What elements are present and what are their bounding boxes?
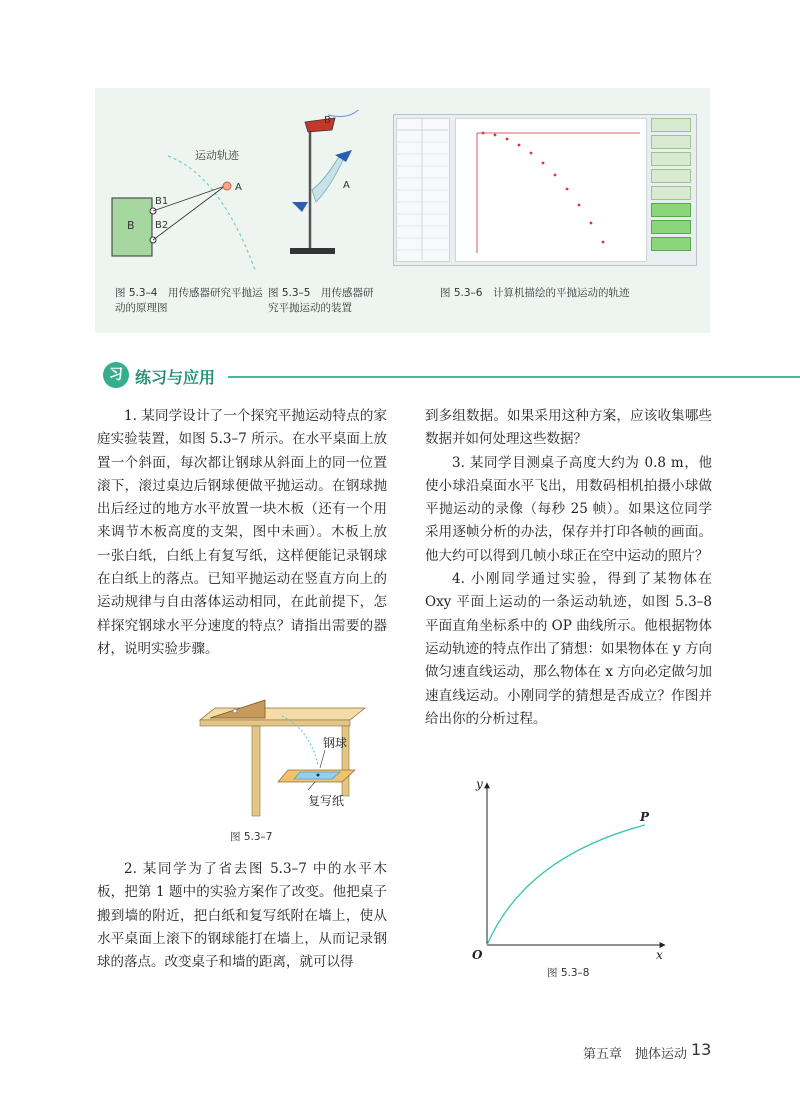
carbon-paper-label: 复写纸 [308,794,345,808]
question-2-continued: 到多组数据。如果采用这种方案，应该收集哪些数据并如何处理这些数据？ [425,408,712,448]
section-divider [228,376,800,378]
left-column [97,405,387,661]
fig-5-3-5-caption: 图 5.3–5 用传感器研究平抛运动的装置 [268,287,374,314]
fig-5-3-7-caption: 图 5.3–7 [230,831,273,843]
point-p-label: P [640,810,650,824]
apparatus-a-label: A [343,180,350,191]
point-a [223,182,231,190]
control-panel [651,118,691,260]
right-column [425,405,712,731]
question-3: 3. 某同学目测桌子高度大约为 0.8 m，他使小球沿桌面水平飞出，用数码相机拍摄小球做平抛运动的录像（每秒 25 帧）。如果这位同学采用逐帧分析的办法，保存并打印各帧的画面。他大约可以得到几帧小球正在空中运动的照片？ [425,454,712,564]
b2-label: B2 [155,220,169,231]
left-column-2 [97,858,387,974]
fig-5-3-8-plot [470,775,680,960]
fig-5-3-6-caption: 图 5.3–6 计算机描绘的平抛运动的轨迹 [440,287,630,299]
fig-5-3-4-caption: 图 5.3–4 用传感器研究平抛运动的原理图 [115,287,263,314]
point-a-label: A [235,182,242,193]
y-axis-label: y [476,777,483,791]
trajectory-plot [455,118,645,260]
page-number: 13 [691,1040,712,1059]
x-axis-label: x [656,948,663,962]
b1-label: B1 [155,196,169,207]
exercise-icon: 习 [103,362,129,388]
data-table-rows [396,118,448,260]
fig-5-3-5-apparatus [280,110,380,270]
question-2: 2. 某同学为了省去图 5.3–7 中的水平木板，把第 1 题中的实验方案作了改变。他把桌子搬到墙的附近，把白纸和复写纸附在墙上，使从水平桌面上滚下的钢球能打在墙上，从而记录钢球的落点。改变桌子和墙的距离，就可以得 [97,861,387,971]
table-leg [252,726,260,816]
question-1: 1. 某同学设计了一个探究平抛运动特点的家庭实验装置，如图 5.3–7 所示。在水平桌面上放置一个斜面，每次都让钢球从斜面上的同一位置滚下，滚过桌边后钢球便做平抛运动。在钢球抛出后经过的地方水平放置一块木板（还有一个用来调节木板高度的支架，图中未画）。木板上放一张白纸，白纸上有复写纸，这样便能记录钢球在白纸上的落点。已知平抛运动在竖直方向上的运动规律与自由落体运动相同，在此前提下，怎样探究钢球水平分速度的特点？请指出需要的器材，说明实验步骤。 [97,408,387,657]
fig-5-3-8-caption: 图 5.3–8 [547,967,590,979]
question-4: 4. 小刚同学通过实验，得到了某物体在 Oxy 平面上运动的一条运动轨迹，如图 5.3–8 平面直角坐标系中的 OP 曲线所示。他根据物体运动轨迹的特点作出了猜想：如果物体在 y 方向做匀速直线运动，那么物体在 x 方向必定做匀加速直线运动。小刚同学的猜想是否成立？作图并给出你的分析过程。 [425,571,712,727]
apparatus-b-label: B [324,115,331,126]
origin-label: O [472,948,483,962]
trajectory-label: 运动轨迹 [195,149,239,162]
section-title: 练习与应用 [135,368,216,387]
op-curve [487,825,645,945]
chapter-footer: 第五章 抛体运动 [583,1047,688,1062]
block-b-label: B [127,219,135,232]
fig-5-3-7-illustration [190,690,380,820]
trajectory-curve [168,156,255,270]
steel-ball-label: 钢球 [323,736,348,750]
fig-5-3-4-diagram [100,120,270,270]
